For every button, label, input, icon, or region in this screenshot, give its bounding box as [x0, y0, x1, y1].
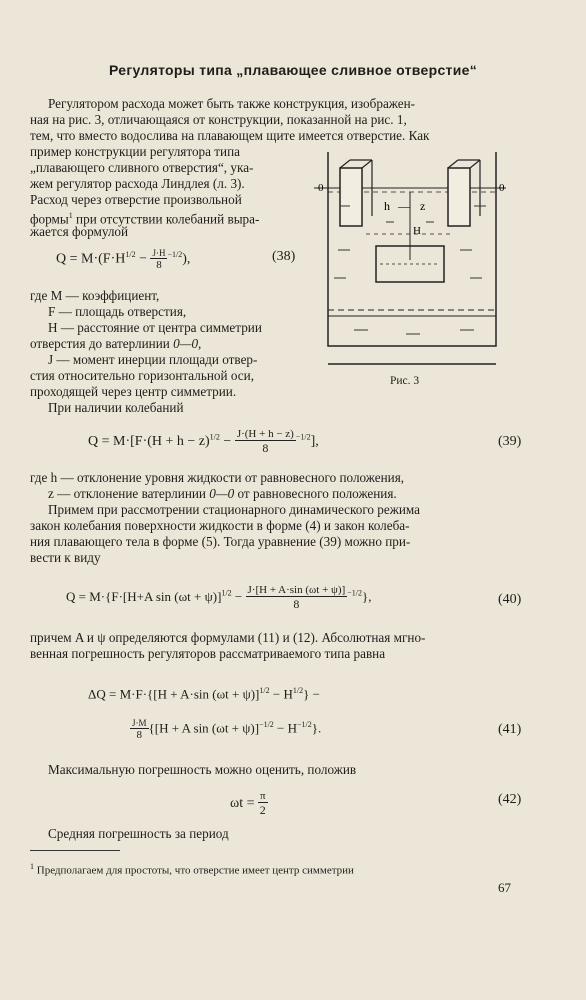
paragraph-line: формы$^1$ при отсутствии колебаний выра-	[30, 211, 260, 227]
right-float	[448, 168, 470, 226]
paragraph-line: „плавающего сливного отверстия“, ука-	[30, 160, 254, 175]
equation-number: (39)	[498, 434, 522, 449]
paragraph-line: тем, что вместо водослива на плавающем щите имеется отверстие. Как	[30, 128, 430, 143]
paragraph-line: венная погрешность регуляторов рассматриваемого типа равна	[30, 646, 386, 661]
equation-42: ωt = $\frac{\pi}{2}$	[230, 790, 266, 817]
paragraph-line: Регулятором расхода может быть также конструкция, изображен-	[48, 96, 416, 111]
paragraph-line: Расход через отверстие произвольной	[30, 192, 242, 207]
figure-3	[310, 150, 510, 366]
paragraph-line: ния плавающего тела в форме (5). Тогда уравнение (39) можно при-	[30, 534, 411, 549]
paragraph-line: где M — коэффициент,	[30, 288, 160, 303]
section-title: Регуляторы типа „плавающее сливное отверстие“	[109, 62, 477, 78]
equation-40: Q = M·{F·[H+A sin (ωt + ψ)]$^{1/2}$ − $\frac{J\cdot[H + A\cdot\sin (\omega t + \psi)]}{8}$ $^{-1/2}$},	[66, 584, 372, 611]
paragraph-line: пример конструкции регулятора типа	[30, 144, 241, 159]
paragraph-line: где h — отклонение уровня жидкости от равновесного положения,	[30, 470, 405, 485]
equation-38: $Q = M\cdot(F\cdot H^{1/2}$ − $\frac{J\cdot H}{8}$ $^{-1/2}$),	[56, 248, 191, 271]
equation-41-line1: ΔQ = M·F·{[H + A·sin $(\omega t + \psi)]^{1/2} - H^{1/2}$} −	[88, 686, 320, 702]
paragraph-line: ная на рис. 3, отличающаяся от конструкции, показанной на рис. 1,	[30, 112, 407, 127]
label-z: z	[420, 199, 426, 213]
label-h: h	[384, 199, 390, 213]
figure-caption: Рис. 3	[390, 375, 420, 387]
equation-39: $Q = M\cdot[F\cdot(H + h - z)^{1/2}$ − $\frac{J\cdot(H + h - z)}{8}$ $^{-1/2}$],	[88, 428, 319, 455]
paragraph-line: причем A и ψ определяются формулами (11) и (12). Абсолютная мгно-	[30, 630, 426, 645]
footnote-rule	[30, 850, 120, 851]
paragraph-line: Примем при рассмотрении стационарного динамического режима	[48, 502, 421, 517]
paragraph-line: закон колебания поверхности жидкости в форме (4) и закон колеба-	[30, 518, 410, 533]
footnote-ref: 1	[68, 211, 73, 220]
label-o-left: 0	[318, 182, 324, 194]
paragraph-line: Максимальную погрешность можно оценить, положив	[48, 762, 357, 777]
paragraph-line: z — отклонение ватерлинии 0—0 от равновесного положения.	[48, 486, 397, 501]
page-number: 67	[498, 880, 511, 895]
paragraph-line: жем регулятор расхода Линдлея (л. 3).	[30, 176, 245, 191]
paragraph-line: F — площадь отверстия,	[48, 304, 187, 319]
equation-number: (38)	[272, 249, 296, 264]
label-H: H	[413, 225, 421, 237]
footnote: $^1$ Предполагаем для простоты, что отверстие имеет центр симметрии	[30, 862, 354, 877]
left-float	[340, 168, 362, 226]
paragraph-line: При наличии колебаний	[48, 400, 184, 415]
paragraph-line: Средняя погрешность за период	[48, 826, 229, 841]
paragraph-line: H — расстояние от центра симметрии	[48, 320, 262, 335]
paragraph-line: стия относительно горизонтальной оси,	[30, 368, 255, 383]
equation-number: (41)	[498, 722, 522, 737]
paragraph-line: J — момент инерции площади отвер-	[48, 352, 258, 367]
equation-number: (42)	[498, 792, 522, 807]
label-o-right: 0	[499, 182, 505, 194]
paragraph-line: отверстия до ватерлинии 0—0,	[30, 336, 202, 351]
paragraph-line: вести к виду	[30, 550, 101, 565]
svg-text:—: —	[398, 199, 410, 213]
equation-41-line2: $\frac{J\cdot M}{8}$ {[H + A $\sin (\omega t + \psi)]^{-1/2} - H^{-1/2}$}.	[132, 718, 322, 741]
paragraph-line: проходящей через центр симметрии.	[30, 384, 237, 399]
equation-number: (40)	[498, 592, 522, 607]
paragraph-line: жается формулой	[30, 224, 129, 239]
